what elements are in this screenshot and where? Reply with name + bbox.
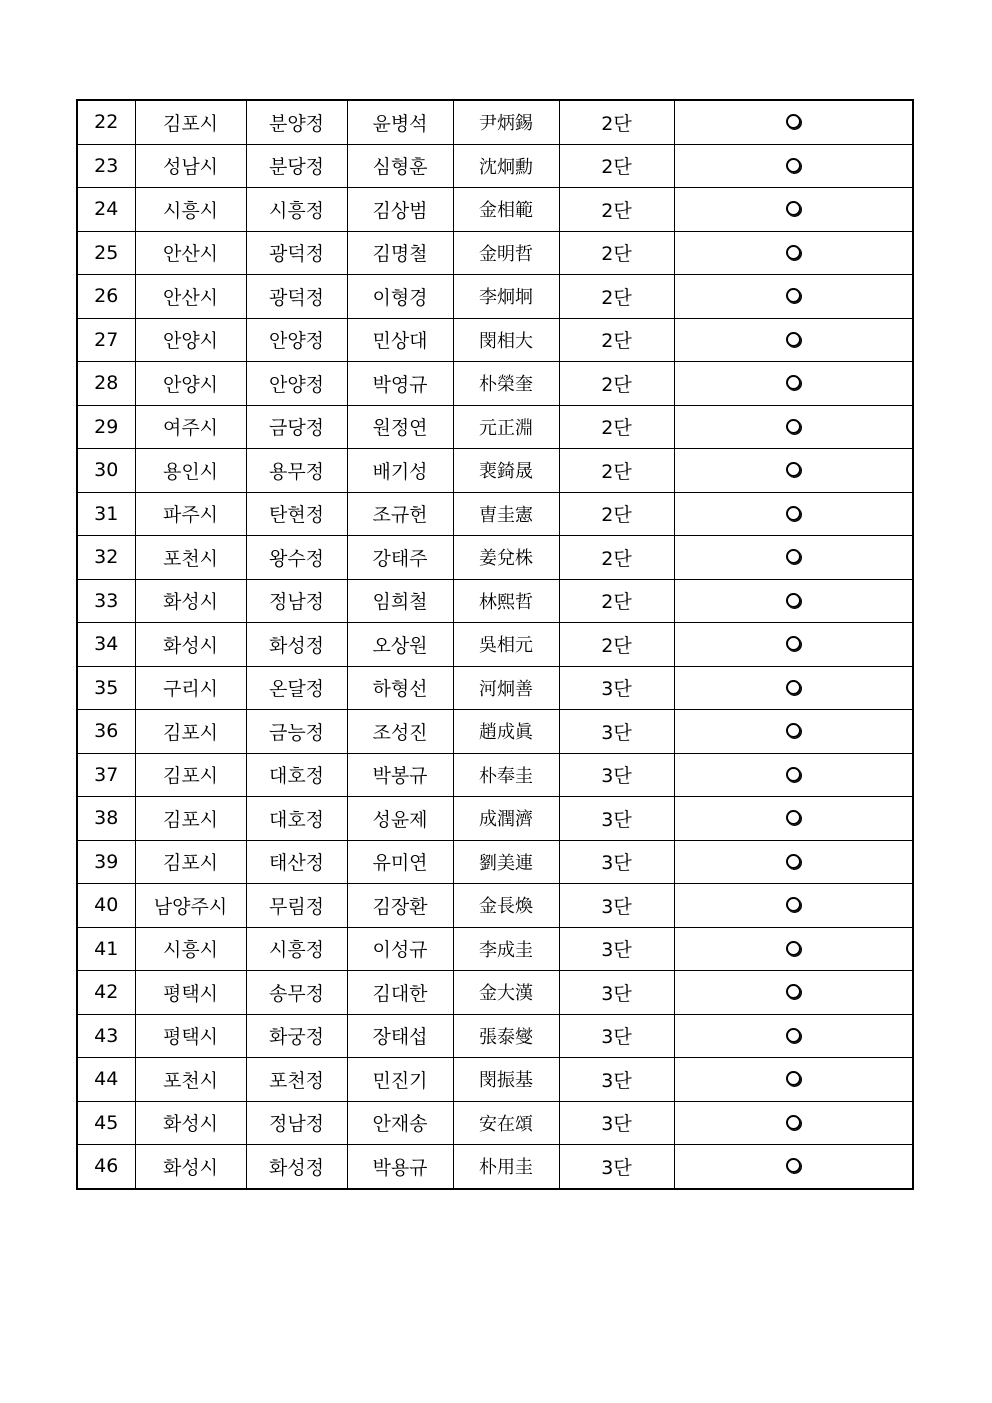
cell-rank: 3단 bbox=[559, 971, 674, 1015]
cell-rank: 2단 bbox=[559, 318, 674, 362]
cell-city: 시흥시 bbox=[135, 927, 246, 971]
table-row bbox=[77, 188, 913, 232]
cell-number: 39 bbox=[77, 840, 135, 884]
cell-club: 무림정 bbox=[246, 884, 347, 928]
table-row bbox=[77, 536, 913, 580]
cell-rank: 3단 bbox=[559, 710, 674, 754]
cell-city: 포천시 bbox=[135, 536, 246, 580]
circle-mark-icon bbox=[786, 375, 801, 390]
cell-name: 이성규 bbox=[347, 927, 453, 971]
cell-rank: 2단 bbox=[559, 144, 674, 188]
cell-number: 37 bbox=[77, 753, 135, 797]
circle-mark-icon bbox=[786, 114, 801, 129]
cell-number: 30 bbox=[77, 449, 135, 493]
circle-mark-icon bbox=[786, 201, 801, 216]
cell-mark bbox=[674, 144, 913, 188]
cell-mark bbox=[674, 840, 913, 884]
table-row bbox=[77, 971, 913, 1015]
cell-mark bbox=[674, 927, 913, 971]
cell-name: 오상원 bbox=[347, 623, 453, 667]
cell-name-hanja: 林熙哲 bbox=[453, 579, 559, 623]
cell-name-hanja: 張泰燮 bbox=[453, 1014, 559, 1058]
cell-number: 45 bbox=[77, 1101, 135, 1145]
cell-number: 40 bbox=[77, 884, 135, 928]
circle-mark-icon bbox=[786, 680, 801, 695]
cell-city: 용인시 bbox=[135, 449, 246, 493]
cell-mark bbox=[674, 1058, 913, 1102]
table-row bbox=[77, 927, 913, 971]
cell-rank: 3단 bbox=[559, 927, 674, 971]
cell-mark bbox=[674, 1145, 913, 1189]
cell-mark bbox=[674, 1014, 913, 1058]
cell-rank: 2단 bbox=[559, 100, 674, 144]
cell-club: 분양정 bbox=[246, 100, 347, 144]
cell-name: 유미연 bbox=[347, 840, 453, 884]
cell-number: 38 bbox=[77, 797, 135, 841]
cell-city: 평택시 bbox=[135, 1014, 246, 1058]
cell-city: 평택시 bbox=[135, 971, 246, 1015]
cell-number: 23 bbox=[77, 144, 135, 188]
cell-rank: 3단 bbox=[559, 1101, 674, 1145]
table-row bbox=[77, 1101, 913, 1145]
cell-mark bbox=[674, 536, 913, 580]
table-row bbox=[77, 1145, 913, 1189]
cell-mark bbox=[674, 753, 913, 797]
cell-number: 41 bbox=[77, 927, 135, 971]
table-row bbox=[77, 405, 913, 449]
circle-mark-icon bbox=[786, 158, 801, 173]
cell-mark bbox=[674, 971, 913, 1015]
cell-number: 33 bbox=[77, 579, 135, 623]
cell-club: 화성정 bbox=[246, 1145, 347, 1189]
cell-rank: 2단 bbox=[559, 188, 674, 232]
circle-mark-icon bbox=[786, 810, 801, 825]
cell-name-hanja: 河炯善 bbox=[453, 666, 559, 710]
cell-number: 44 bbox=[77, 1058, 135, 1102]
cell-club: 송무정 bbox=[246, 971, 347, 1015]
cell-name-hanja: 金明哲 bbox=[453, 231, 559, 275]
cell-mark bbox=[674, 666, 913, 710]
cell-city: 포천시 bbox=[135, 1058, 246, 1102]
cell-club: 온달정 bbox=[246, 666, 347, 710]
cell-name-hanja: 李成圭 bbox=[453, 927, 559, 971]
cell-mark bbox=[674, 623, 913, 667]
cell-rank: 2단 bbox=[559, 536, 674, 580]
cell-city: 김포시 bbox=[135, 753, 246, 797]
circle-mark-icon bbox=[786, 245, 801, 260]
cell-name: 김대한 bbox=[347, 971, 453, 1015]
cell-city: 구리시 bbox=[135, 666, 246, 710]
cell-mark bbox=[674, 100, 913, 144]
cell-name-hanja: 吳相元 bbox=[453, 623, 559, 667]
cell-name-hanja: 閔相大 bbox=[453, 318, 559, 362]
cell-club: 태산정 bbox=[246, 840, 347, 884]
circle-mark-icon bbox=[786, 767, 801, 782]
circle-mark-icon bbox=[786, 897, 801, 912]
circle-mark-icon bbox=[786, 419, 801, 434]
cell-name: 심형훈 bbox=[347, 144, 453, 188]
table-row bbox=[77, 231, 913, 275]
cell-name-hanja: 姜兌株 bbox=[453, 536, 559, 580]
table-row bbox=[77, 753, 913, 797]
cell-club: 금능정 bbox=[246, 710, 347, 754]
table-row bbox=[77, 144, 913, 188]
table-row bbox=[77, 362, 913, 406]
cell-name-hanja: 李炯坰 bbox=[453, 275, 559, 319]
cell-club: 금당정 bbox=[246, 405, 347, 449]
cell-name-hanja: 金相範 bbox=[453, 188, 559, 232]
cell-rank: 2단 bbox=[559, 231, 674, 275]
cell-club: 안양정 bbox=[246, 318, 347, 362]
cell-name: 이형경 bbox=[347, 275, 453, 319]
cell-name: 김장환 bbox=[347, 884, 453, 928]
cell-mark bbox=[674, 579, 913, 623]
table-row bbox=[77, 666, 913, 710]
cell-name: 배기성 bbox=[347, 449, 453, 493]
table-row bbox=[77, 318, 913, 362]
cell-mark bbox=[674, 492, 913, 536]
cell-mark bbox=[674, 449, 913, 493]
cell-club: 안양정 bbox=[246, 362, 347, 406]
circle-mark-icon bbox=[786, 1158, 801, 1173]
cell-name: 장태섭 bbox=[347, 1014, 453, 1058]
table-row bbox=[77, 579, 913, 623]
cell-rank: 2단 bbox=[559, 579, 674, 623]
cell-club: 광덕정 bbox=[246, 231, 347, 275]
table-row bbox=[77, 1014, 913, 1058]
cell-rank: 2단 bbox=[559, 362, 674, 406]
cell-name-hanja: 朴用圭 bbox=[453, 1145, 559, 1189]
circle-mark-icon bbox=[786, 593, 801, 608]
circle-mark-icon bbox=[786, 332, 801, 347]
cell-name-hanja: 劉美連 bbox=[453, 840, 559, 884]
cell-name: 민진기 bbox=[347, 1058, 453, 1102]
circle-mark-icon bbox=[786, 1028, 801, 1043]
cell-name-hanja: 沈炯勳 bbox=[453, 144, 559, 188]
circle-mark-icon bbox=[786, 854, 801, 869]
cell-rank: 3단 bbox=[559, 884, 674, 928]
cell-name: 박봉규 bbox=[347, 753, 453, 797]
cell-city: 김포시 bbox=[135, 797, 246, 841]
cell-city: 시흥시 bbox=[135, 188, 246, 232]
cell-mark bbox=[674, 884, 913, 928]
cell-club: 분당정 bbox=[246, 144, 347, 188]
cell-number: 32 bbox=[77, 536, 135, 580]
cell-city: 화성시 bbox=[135, 623, 246, 667]
cell-rank: 3단 bbox=[559, 753, 674, 797]
cell-mark bbox=[674, 275, 913, 319]
cell-name-hanja: 成潤濟 bbox=[453, 797, 559, 841]
cell-mark bbox=[674, 188, 913, 232]
roster-body bbox=[77, 100, 913, 1189]
cell-rank: 2단 bbox=[559, 405, 674, 449]
cell-city: 안산시 bbox=[135, 231, 246, 275]
cell-club: 포천정 bbox=[246, 1058, 347, 1102]
cell-club: 정남정 bbox=[246, 579, 347, 623]
cell-name-hanja: 閔振基 bbox=[453, 1058, 559, 1102]
circle-mark-icon bbox=[786, 1115, 801, 1130]
cell-club: 왕수정 bbox=[246, 536, 347, 580]
cell-number: 29 bbox=[77, 405, 135, 449]
cell-name-hanja: 元正淵 bbox=[453, 405, 559, 449]
cell-name-hanja: 朴奉圭 bbox=[453, 753, 559, 797]
cell-number: 42 bbox=[77, 971, 135, 1015]
cell-name: 임희철 bbox=[347, 579, 453, 623]
cell-mark bbox=[674, 1101, 913, 1145]
cell-name: 강태주 bbox=[347, 536, 453, 580]
cell-city: 여주시 bbox=[135, 405, 246, 449]
cell-city: 성남시 bbox=[135, 144, 246, 188]
cell-mark bbox=[674, 362, 913, 406]
cell-rank: 2단 bbox=[559, 492, 674, 536]
cell-city: 화성시 bbox=[135, 1145, 246, 1189]
circle-mark-icon bbox=[786, 506, 801, 521]
cell-name-hanja: 金大漢 bbox=[453, 971, 559, 1015]
cell-city: 화성시 bbox=[135, 1101, 246, 1145]
cell-club: 용무정 bbox=[246, 449, 347, 493]
cell-number: 31 bbox=[77, 492, 135, 536]
cell-number: 27 bbox=[77, 318, 135, 362]
cell-number: 36 bbox=[77, 710, 135, 754]
table-row bbox=[77, 884, 913, 928]
cell-name: 김명철 bbox=[347, 231, 453, 275]
table-row bbox=[77, 710, 913, 754]
cell-number: 28 bbox=[77, 362, 135, 406]
circle-mark-icon bbox=[786, 1071, 801, 1086]
cell-name: 박용규 bbox=[347, 1145, 453, 1189]
cell-mark bbox=[674, 710, 913, 754]
cell-city: 김포시 bbox=[135, 100, 246, 144]
cell-city: 안산시 bbox=[135, 275, 246, 319]
circle-mark-icon bbox=[786, 723, 801, 738]
cell-rank: 3단 bbox=[559, 666, 674, 710]
table-row bbox=[77, 492, 913, 536]
cell-mark bbox=[674, 318, 913, 362]
roster-table bbox=[76, 99, 914, 1190]
cell-name: 안재송 bbox=[347, 1101, 453, 1145]
table-row bbox=[77, 797, 913, 841]
table-row bbox=[77, 1058, 913, 1102]
cell-club: 탄현정 bbox=[246, 492, 347, 536]
cell-number: 24 bbox=[77, 188, 135, 232]
cell-name-hanja: 曺圭憲 bbox=[453, 492, 559, 536]
cell-city: 안양시 bbox=[135, 362, 246, 406]
cell-city: 화성시 bbox=[135, 579, 246, 623]
cell-number: 26 bbox=[77, 275, 135, 319]
cell-rank: 3단 bbox=[559, 1014, 674, 1058]
cell-name: 하형선 bbox=[347, 666, 453, 710]
cell-mark bbox=[674, 231, 913, 275]
circle-mark-icon bbox=[786, 462, 801, 477]
table-row bbox=[77, 623, 913, 667]
cell-number: 25 bbox=[77, 231, 135, 275]
cell-name: 박영규 bbox=[347, 362, 453, 406]
cell-club: 화성정 bbox=[246, 623, 347, 667]
circle-mark-icon bbox=[786, 941, 801, 956]
cell-number: 34 bbox=[77, 623, 135, 667]
cell-rank: 3단 bbox=[559, 1058, 674, 1102]
cell-name: 원정연 bbox=[347, 405, 453, 449]
cell-name-hanja: 朴榮奎 bbox=[453, 362, 559, 406]
cell-name: 윤병석 bbox=[347, 100, 453, 144]
cell-name-hanja: 趙成眞 bbox=[453, 710, 559, 754]
cell-name-hanja: 尹炳錫 bbox=[453, 100, 559, 144]
cell-rank: 2단 bbox=[559, 275, 674, 319]
cell-name-hanja: 裵錡晟 bbox=[453, 449, 559, 493]
circle-mark-icon bbox=[786, 984, 801, 999]
circle-mark-icon bbox=[786, 288, 801, 303]
cell-club: 시흥정 bbox=[246, 188, 347, 232]
table-row bbox=[77, 275, 913, 319]
table-row bbox=[77, 449, 913, 493]
cell-city: 남양주시 bbox=[135, 884, 246, 928]
cell-club: 정남정 bbox=[246, 1101, 347, 1145]
cell-mark bbox=[674, 405, 913, 449]
cell-name: 김상범 bbox=[347, 188, 453, 232]
cell-club: 광덕정 bbox=[246, 275, 347, 319]
cell-number: 35 bbox=[77, 666, 135, 710]
cell-name: 성윤제 bbox=[347, 797, 453, 841]
cell-name-hanja: 安在頌 bbox=[453, 1101, 559, 1145]
cell-rank: 3단 bbox=[559, 840, 674, 884]
table-row bbox=[77, 100, 913, 144]
cell-club: 시흥정 bbox=[246, 927, 347, 971]
cell-mark bbox=[674, 797, 913, 841]
cell-club: 대호정 bbox=[246, 797, 347, 841]
cell-club: 대호정 bbox=[246, 753, 347, 797]
circle-mark-icon bbox=[786, 636, 801, 651]
cell-city: 안양시 bbox=[135, 318, 246, 362]
cell-name-hanja: 金長煥 bbox=[453, 884, 559, 928]
table-row bbox=[77, 840, 913, 884]
cell-city: 김포시 bbox=[135, 710, 246, 754]
cell-number: 22 bbox=[77, 100, 135, 144]
cell-city: 파주시 bbox=[135, 492, 246, 536]
cell-number: 46 bbox=[77, 1145, 135, 1189]
cell-city: 김포시 bbox=[135, 840, 246, 884]
cell-name: 민상대 bbox=[347, 318, 453, 362]
cell-rank: 2단 bbox=[559, 449, 674, 493]
circle-mark-icon bbox=[786, 549, 801, 564]
cell-name: 조성진 bbox=[347, 710, 453, 754]
cell-rank: 3단 bbox=[559, 1145, 674, 1189]
cell-name: 조규헌 bbox=[347, 492, 453, 536]
cell-number: 43 bbox=[77, 1014, 135, 1058]
cell-rank: 3단 bbox=[559, 797, 674, 841]
cell-club: 화궁정 bbox=[246, 1014, 347, 1058]
cell-rank: 2단 bbox=[559, 623, 674, 667]
